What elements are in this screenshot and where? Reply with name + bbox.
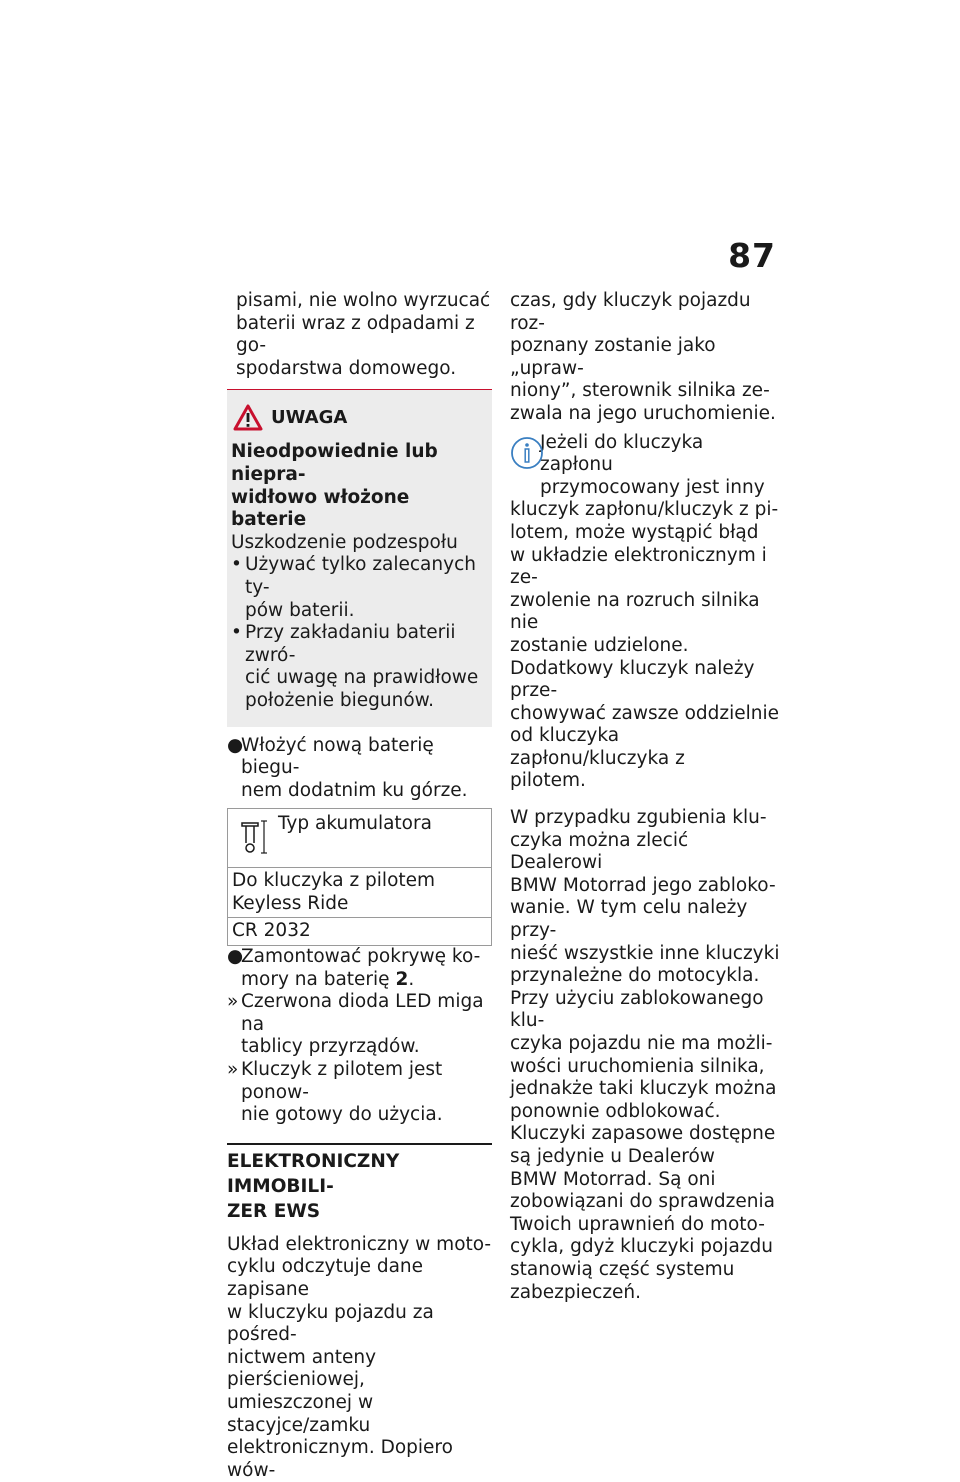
warning-heading [231, 441, 488, 531]
text-line: czyka można zlecić Dealerowi [510, 829, 689, 874]
info-note [510, 432, 780, 794]
text-line: od kluczyka zapłonu/kluczyka z [510, 725, 685, 769]
text-line: przymocowany jest inny [540, 476, 765, 498]
table-row: Do kluczyka z pilotem Keyless Ride [228, 867, 491, 917]
text-line: Czerwona dioda LED miga na [241, 991, 484, 1035]
battery-icon [238, 817, 268, 857]
text-line: Przy użyciu zablokowanego klu- [510, 987, 764, 1032]
text-line: zobowiązani do sprawdzenia [510, 1191, 775, 1213]
text-line: elektronicznym. Dopiero wów- [227, 1437, 453, 1481]
text-line: są jedynie u Dealerów [510, 1145, 715, 1167]
warning-title: UWAGA [271, 406, 348, 428]
text-line: umieszczonej w stacyjce/zamku [227, 1391, 374, 1436]
continued-paragraph [510, 290, 780, 426]
text-line: niony”, sterownik silnika ze- [510, 380, 770, 402]
table-header: Typ akumulatora [278, 813, 432, 835]
text-line: zwolenie na rozruch silnika nie [510, 589, 760, 634]
text-line: w kluczyku pojazdu za pośred- [227, 1301, 434, 1346]
result-item [227, 1059, 492, 1127]
text-line: wanie. W tym celu należy przy- [510, 897, 748, 942]
result-arrow-icon: » [227, 991, 239, 1013]
left-column [227, 290, 492, 1482]
step-bullet-icon: ● [227, 946, 244, 968]
warning-subtitle: Uszkodzenie podzespołu [231, 531, 458, 553]
text-line: Kluczyk z pilotem jest ponow- [241, 1059, 443, 1103]
text-line: spodarstwa domowego. [236, 357, 457, 379]
text-line: jednakże taki kluczyk można [510, 1078, 777, 1100]
text-line [241, 969, 492, 992]
text-line: Twoich uprawnień do moto- [510, 1213, 765, 1235]
warning-list [231, 554, 488, 712]
bullet-icon: • [231, 622, 242, 644]
battery-table [227, 808, 492, 946]
warning-header [231, 404, 488, 431]
text-line: wości uruchomienia silnika, [510, 1055, 765, 1077]
text-line: tablicy przyrządów. [241, 1036, 420, 1058]
text-line: pisami, nie wolno wyrzucać [236, 290, 491, 311]
text-line: nictwem anteny pierścieniowej, [227, 1346, 377, 1391]
text-line: chowywać zawsze oddzielnie [510, 702, 780, 724]
step-item [227, 735, 492, 803]
text-line: pilotem. [510, 770, 586, 792]
text-line: Przy zakładaniu baterii zwró- [245, 622, 456, 666]
text-line: Dodatkowy kluczyk należy prze- [510, 657, 755, 702]
page-number: 87 [728, 236, 776, 275]
info-icon [510, 436, 544, 470]
right-column [510, 290, 780, 1304]
section-divider [227, 1143, 492, 1145]
text-line: Układ elektroniczny w moto- [227, 1233, 492, 1255]
result-arrow-icon: » [227, 1059, 239, 1081]
text-fragment: . [408, 968, 415, 990]
text-line: Używać tylko zalecanych ty- [245, 554, 476, 598]
text-line: cykla, gdyż kluczyki pojazdu [510, 1236, 773, 1258]
intro-paragraph [227, 290, 492, 380]
section-paragraph [227, 1234, 492, 1482]
text-line: przynależne do motocykla. [510, 965, 760, 987]
text-line: pów baterii. [245, 599, 355, 621]
text-line: Nieodpowiednie lub niepra- [231, 441, 438, 485]
step-list [227, 735, 492, 803]
info-text [510, 432, 780, 794]
text-line: widłowo włożone baterie [231, 486, 410, 531]
text-line: położenie biegunów. [245, 689, 434, 711]
result-item [227, 991, 492, 1059]
text-line: zwala na jego uruchomienie. [510, 402, 776, 424]
text-line: zabezpieczeń. [510, 1281, 642, 1303]
loss-paragraph [510, 807, 780, 1304]
text-line: ZER EWS [227, 1200, 321, 1222]
text-line: lotem, może wystąpić błąd [510, 521, 759, 543]
bullet-icon: • [231, 554, 242, 576]
text-line: Kluczyki zapasowe dostępne [510, 1123, 776, 1145]
text-line: nem dodatnim ku górze. [241, 779, 468, 801]
step-item [227, 946, 492, 991]
text-line: nie gotowy do użycia. [241, 1104, 443, 1126]
text-line: nieść wszystkie inne kluczyki [510, 942, 780, 964]
text-line: cić uwagę na prawidłowe [245, 667, 479, 689]
text-line: stanowią część systemu [510, 1258, 735, 1280]
text-line: ponownie odblokować. [510, 1100, 721, 1122]
text-line: w układzie elektronicznym i ze- [510, 544, 767, 589]
text-fragment: mory na baterię [241, 968, 396, 990]
text-line: czas, gdy kluczyk pojazdu roz- [510, 290, 751, 334]
step-list [227, 946, 492, 1127]
list-item [231, 622, 488, 712]
step-bullet-icon: ● [227, 734, 244, 756]
text-line: kluczyk zapłonu/kluczyk z pi- [510, 499, 779, 521]
text-line: cyklu odczytuje dane zapisane [227, 1256, 424, 1300]
warning-triangle-icon [233, 404, 263, 431]
text-line: W przypadku zgubienia klu- [510, 807, 767, 829]
text-line: BMW Motorrad. Są oni [510, 1168, 716, 1190]
text-line: ELEKTRONICZNY IMMOBILI- [227, 1150, 400, 1197]
list-item [231, 554, 488, 622]
text-line: baterii wraz z odpadami z go- [236, 312, 475, 357]
component-ref: 2 [395, 968, 409, 990]
table-header-row [228, 809, 491, 867]
text-line: BMW Motorrad jego zabloko- [510, 874, 776, 896]
warning-box [227, 390, 492, 726]
text-line: czyka pojazdu nie ma możli- [510, 1033, 773, 1054]
text-line: Włożyć nową baterię biegu- [241, 734, 434, 779]
text-line: zostanie udzielone. [510, 634, 689, 656]
table-row: CR 2032 [228, 917, 491, 945]
text-line: poznany zostanie jako „upraw- [510, 335, 716, 379]
text-line: Zamontować pokrywę ko- [241, 946, 481, 968]
section-title [227, 1149, 492, 1224]
text-line: Jeżeli do kluczyka zapłonu [540, 431, 704, 476]
